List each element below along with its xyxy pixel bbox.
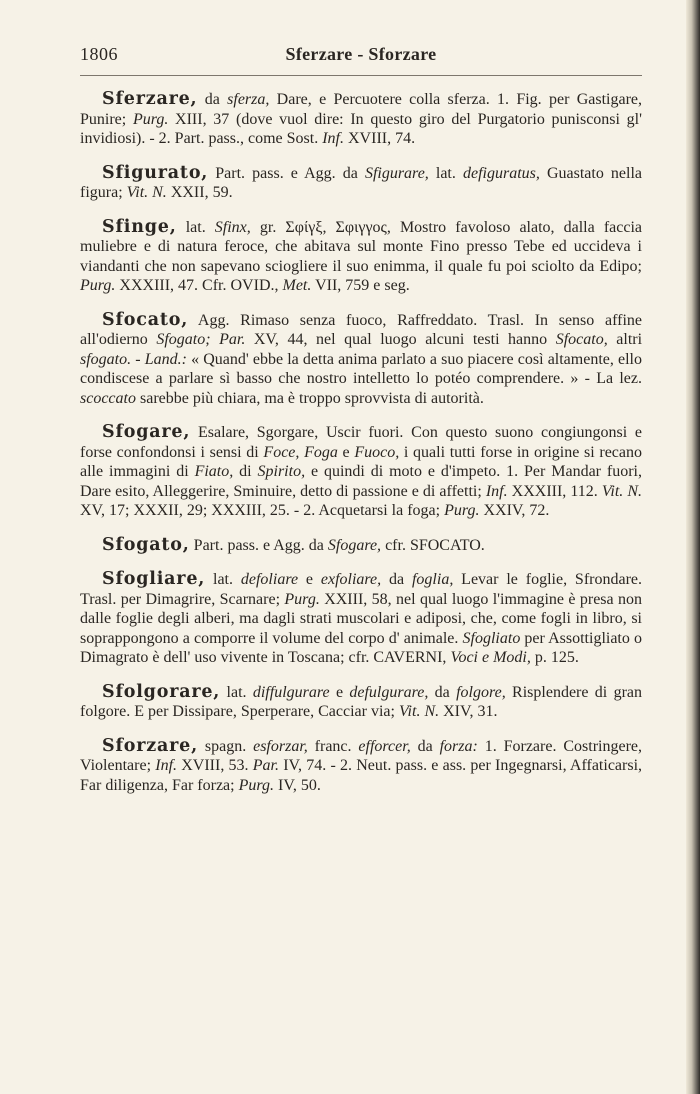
header-rule [80,75,642,76]
dictionary-entry [80,423,642,521]
italic-text: Sfinx, [214,218,251,236]
italic-text: Land.: [144,350,187,368]
italic-text: exfoliare, [320,571,382,588]
entry-text: XXXIII, 47. Cfr. OVID., [115,277,283,294]
italic-text: Fiato, [194,463,234,480]
italic-text: defoliare [240,571,299,588]
entry-text: Dare, e Percuotere colla sferza. 1. Fig. per Gastigare, Punire; [80,91,643,128]
entry-headword: Sfolgorare, [102,681,221,702]
italic-text: Purg. [284,590,320,608]
italic-text: Voci e Modi, [450,649,531,666]
entry-headword: Sferzare, [102,89,198,109]
entry-text: e [329,683,350,701]
entry-text: gr. Σφίγξ, Σφιγγος, Mostro favoloso alato, dalla faccia muliebre e di natura feroce, che abitava sul monte Fino presso Tebe ed uccideva i viandanti che non sapevano sciogliere il suo enimma, il quale fu poi sciolto da Edipo; [80,218,642,275]
dictionary-entry [80,683,642,722]
page-header [80,44,642,72]
entry-headword: Sfogliare, [102,569,206,589]
italic-text: Inf. [322,130,344,147]
dictionary-entry [80,536,642,556]
entry-text: XXIII, 58, nel qual luogo l'immagine è presa non dalle foglie degli alberi, ma dagli strati muscolari e adiposi, che, come fogli in libro, si soprappongono a comporre il volume del corpo d' animale. [80,590,642,647]
entry-text: VII, 759 e seg. [311,277,410,294]
entry-text: cfr. SFOCATO. [381,536,485,554]
entry-text: XVIII, 74. [344,130,416,147]
entries-column [80,90,642,810]
italic-text: Sfogliato [462,629,521,647]
entry-text: da [381,571,412,588]
entry-text: lat. [428,164,463,182]
entry-text: lat. [220,683,253,701]
page-number: 1806 [80,44,118,64]
entry-headword: Sfogare, [102,422,191,442]
dictionary-entry [80,164,642,203]
entry-text: sarebbe più chiara, ma è troppo sprovvista di autorità. [135,389,484,407]
italic-text: Fuoco, [354,443,400,461]
entry-headword: Sfogato, [102,534,190,555]
italic-text: Sfogato; [156,331,211,348]
italic-text: Spirito, [257,463,306,480]
entry-headword: Sfigurato, [102,162,209,183]
italic-text: folgore, [456,683,506,701]
entry-text: Risplendere di gran folgore. E per Dissipare, Sperperare, Cacciar via; [80,683,642,720]
italic-text: Foce, Foga [263,443,338,461]
entry-text: franc. [307,737,359,755]
entry-text: altri [607,331,643,348]
italic-text: sferza, [227,91,270,108]
entry-text: - [131,350,145,368]
italic-text: efforcer, [358,737,411,755]
italic-text: defulgurare, [349,683,429,701]
italic-text: Vit. N. [126,184,167,201]
running-title: Sferzare - Sforzare [285,44,437,64]
entry-text: Levar le foglie, Sfrondare. Trasl. per Dimagrire, Scarnare; [80,571,643,608]
entry-text: Part. pass. e Agg. da [189,536,328,554]
entry-text: per Assottigliato o Dimagrato è dell' uso vivente in Toscana; cfr. CAVERNI, [80,629,643,666]
entry-text: di [233,463,258,480]
dictionary-entry [80,90,642,149]
italic-text: Purg. [238,776,275,794]
entry-body [190,537,485,554]
entry-headword: Sforzare, [102,735,198,756]
italic-text: diffulgurare [252,683,330,701]
entry-text: Part. pass. e Agg. da [208,164,365,182]
dictionary-entry [80,737,642,796]
entry-text: XXII, 59. [166,184,233,201]
dictionary-entry [80,311,642,409]
entry-text: e [298,571,321,588]
italic-text: foglia, [411,571,454,588]
dictionary-entry [80,218,642,296]
italic-text: Sfigurare, [364,164,429,182]
dictionary-entry [80,570,642,668]
entry-text: Esalare, Sgorgare, Uscir fuori. Con questo suono congiungonsi e forse confondonsi i sensi di [80,424,642,461]
italic-text: Purg. [80,277,116,294]
italic-text: Sfogare, [327,536,382,554]
entry-text: 1. Forzare. Costringere, Violentare; [80,737,643,774]
entry-text: Guastato nella figura; [80,164,643,201]
entry-headword: Sfinge, [102,216,177,237]
entry-text: i quali tutti forse in origine si recano alle immagini di [80,443,642,480]
entry-text: « Quand' ebbe la detta anima parlato a suo piacere così altamente, ello condiscese a parlare sì basso che nostro intelletto lo potéo comprendere. » - La lez. [80,350,643,387]
entry-headword: Sfocato, [102,309,189,330]
entry-text: lat. [176,218,215,236]
entry-text: lat. [205,571,241,588]
italic-text: Vit. N. [601,482,643,500]
entry-text: XXIV, 72. [479,502,550,519]
entry-text: IV, 74. - 2. Neut. pass. e ass. per Ingegnarsi, Affaticarsi, Far diligenza, Far forza; [80,757,643,794]
book-edge-shadow [686,0,700,1094]
entry-text: Agg. Rimaso senza fuoco, Raffreddato. Trasl. In senso affine all'odierno [80,311,642,348]
italic-text: Met. [282,277,312,294]
entry-text [211,331,220,348]
italic-text: Inf. [155,757,178,774]
italic-text: scoccato [80,389,136,407]
entry-text: spagn. [197,737,254,755]
italic-text: Par. [219,331,246,348]
italic-text: Sfocato, [555,331,608,348]
entry-text: XVIII, 53. [177,757,253,774]
italic-text: Purg. [444,502,480,519]
entry-text: XV, 17; XXXII, 29; XXXIII, 25. - 2. Acquetarsi la foga; [80,502,445,519]
italic-text: Par. [252,757,279,774]
entry-text: e quindi di moto e d'impeto. 1. Per Mandar fuori, Dare esito, Alleggerire, Sminuire, detto di passione e di affetti; [80,463,643,500]
entry-text: XIV, 31. [439,703,498,720]
italic-text: Inf. [485,482,508,500]
entry-text: da [410,737,440,755]
italic-text: forza: [439,737,478,755]
italic-text: defiguratus, [462,164,540,182]
entry-text: p. 125. [530,649,579,666]
entry-text: da [197,91,228,108]
italic-text: Vit. N. [398,703,440,720]
entry-text: XXXIII, 112. [507,482,602,500]
entry-text: XIII, 37 (dove vuol dire: In questo giro del Purgatorio punisconsi gl' invidiosi). - 2. Part. pass., come Sost. [80,110,643,147]
entry-text: XV, 44, nel qual luogo alcuni testi hanno [245,331,556,348]
italic-text: sfogato. [80,350,132,368]
entry-text: da [428,683,457,701]
entry-text: e [337,443,355,461]
italic-text: esforzar, [253,737,308,755]
entry-text: IV, 50. [274,776,321,794]
italic-text: Purg. [132,110,169,128]
